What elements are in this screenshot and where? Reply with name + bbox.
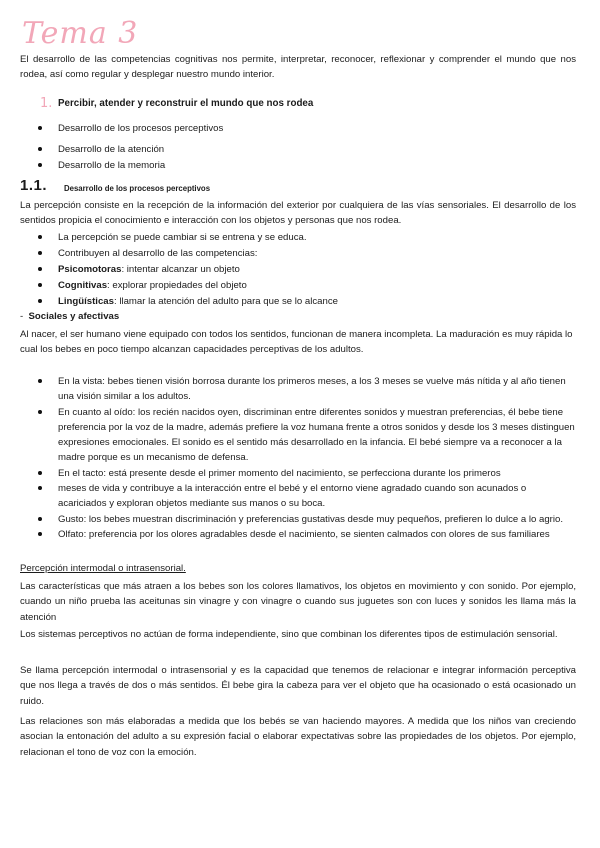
- bullet-icon: [38, 163, 42, 167]
- section-heading: Percibir, atender y reconstruir el mundo que nos rodea: [58, 98, 314, 109]
- list-item: En la vista: bebes tienen visión borrosa durante los primeros meses, a los 3 meses se vuelve más nítida y al año tienen una visión similar a los adultos.: [38, 374, 576, 405]
- dash-icon: -: [20, 311, 29, 322]
- intermodal-paragraph-1: Las características que más atraen a los bebes son los colores llamativos, los objetos en movimiento y con sonido. Por ejemplo, cuando un niño prueba las aceitunas sin vinagre y con vinagre o cuando sus juguetes son con luces y sonidos les llama más la atención: [20, 581, 576, 623]
- list-item: Olfato: preferencia por los olores agradables desde el nacimiento, se sienten calmados con olores de sus familiares: [38, 527, 576, 542]
- bullet-icon: [38, 486, 42, 490]
- maturation-paragraph: Al nacer, el ser humano viene equipado con todos los sentidos, funcionan de manera incompleta. La maduración es muy rápida lo cual los bebes en poco tiempo alcanzan capacidades perceptivas de los adultos.: [20, 329, 573, 356]
- bullet-icon: [38, 471, 42, 475]
- bullet-icon: [38, 147, 42, 151]
- bullet-icon: [38, 410, 42, 414]
- subsection-number: 1.1.: [20, 177, 48, 194]
- list-item: En cuanto al oído: los recién nacidos oyen, discriminan entre diferentes sonidos y muestran preferencias, él bebe tiene preferencia por la voz de la madre, además prefiere la voz humana frente a otros sonidos y desde los 3 meses distinguen expresiones emocionales. El sonido es el sentido más desarrollado en la infancia. El bebé siempre va a reconocer a la madre porque es un mecanismo de defensa.: [38, 405, 576, 466]
- page-title: Tema 3: [22, 16, 139, 51]
- senses-list: [38, 374, 576, 542]
- intermodal-paragraph-4: Las relaciones son más elaboradas a medida que los bebés se van haciendo mayores. A medida que los niños van creciendo asocian la entonación del adulto a su expresión facial o elaborar expectativas sobre las propiedades de los objetos. Por ejemplo, relacionan el tono de voz con la emoción.: [20, 716, 576, 758]
- intermodal-paragraph-3: Se llama percepción intermodal o intrasensorial y es la capacidad que tenemos de relacionar e integrar información perceptiva que nos llega a través de dos o más sentidos. Él bebe gira la cabeza para ver el objeto que ha ocasionado o está ocasionado un ruido.: [20, 665, 576, 707]
- list-item: En el tacto: está presente desde el primer momento del nacimiento, se perfecciona durante los primeros: [38, 466, 576, 481]
- bullet-icon: [38, 299, 42, 303]
- perception-paragraph: La percepción consiste en la recepción de la información del exterior por cualquiera de las vías sensoriales. El desarrollo de los sentidos propicia el conocimiento e interacción con los objetos y personas que nos rodea.: [20, 200, 576, 227]
- dash-list-item: - Sociales y afectivas: [20, 311, 120, 322]
- intermodal-paragraph-2: Los sistemas perceptivos no actúan de forma independiente, sino que combinan los diferentes tipos de estimulación sensorial.: [20, 629, 558, 640]
- bullet-icon: [38, 283, 42, 287]
- list-item: meses de vida y contribuye a la interacción entre el bebé y el entorno viene agradado cuando son acunados o acariciados y exploran objetos mediante sus manos o su boca.: [38, 481, 576, 512]
- subsection-heading: Desarrollo de los procesos perceptivos: [64, 184, 211, 193]
- section-number: 1.: [40, 96, 53, 111]
- intermodal-heading: Percepción intermodal o intrasensorial.: [20, 563, 186, 574]
- bullet-icon: [38, 126, 42, 130]
- bullet-icon: [38, 235, 42, 239]
- intro-paragraph: El desarrollo de las competencias cognitivas nos permite, interpretar, reconocer, reflexionar y comprender el mundo que nos rodea, así como regular y desplegar nuestro mundo interior.: [20, 54, 576, 81]
- bullet-icon: [38, 267, 42, 271]
- document-page: Tema 3 El desarrollo de las competencias cognitivas nos permite, interpretar, reconocer, reflexionar y comprender el mundo que nos rodea, así como regular y desplegar nuestro mundo interior. 1. Percibir, atender y reconstruir el mundo que nos rodea Desarrollo de los procesos perceptivos Desarrollo de la atención Desarrollo de la memoria 1.1. Desarrollo de los procesos perceptivos La percepción consiste en la recepción de la información del exterior por cualquiera de las vías sensoriales. El desarrollo de los sentidos propicia el conocimiento e interacción con los objetos y personas que nos rodea. La percepción se puede cambiar si se entrena y se educa. Contribuyen al desarrollo de las competencias: Psicomotoras: intentar alcanzar un objeto Cognitivas: explorar propiedades del objeto Lingüísticas: llamar la atención del adulto para que se lo alcance - Sociales y afectivas Al nacer, el ser humano viene equipado con todos los sentidos, funcionan de manera incompleta. La maduración es muy rápida lo cual los bebes en poco tiempo alcanzan capacidades perceptivas de los adultos. En la vista: bebes tienen visión borrosa durante los primeros meses, a los 3 meses se vuelve más nítida y al año tienen una visión similar a los adultos. En cuanto al oído: los recién nacidos oyen, discriminan entre diferentes sonidos y muestran preferencias, él bebe tiene preferencia por la voz de la madre, además prefiere la voz humana frente a otros sonidos y desde los 3 meses distinguen expresiones emocionales. El sonido es el sentido más desarrollado en la infancia. El bebé siempre va a reconocer a la madre porque es un mecanismo de defensa. En el tacto: está presente desde el primer momento del nacimiento, se perfecciona durante los primeros meses de vida y contribuye a la interacción entre el bebé y el entorno viene agradado cuando son acunados o acariciados y exploran objetos mediante sus manos o su boca. Gusto: los bebes muestran discriminación y preferencias gustativas desde muy pequeños, prefieren lo dulce a lo agrio. Olfato: preferencia por los olores agradables desde el nacimiento, se sienten calmados con olores de sus familiares Percepción intermodal o intrasensorial. Las características que más atraen a los bebes son los colores llamativos, los objetos en movimiento y con sonido. Por ejemplo, cuando un niño prueba las aceitunas sin vinagre y con vinagre o cuando sus juguetes son con luces y sonidos les llama más la atención Los sistemas perceptivos no actúan de forma independiente, sino que combinan los diferentes tipos de estimulación sensorial. Se llama percepción intermodal o intrasensorial y es la capacidad que tenemos de relacionar e integrar información perceptiva que nos llega a través de dos o más sentidos. Él bebe gira la cabeza para ver el objeto que ha ocasionado o está ocasionado un ruido. Las relaciones son más elaboradas a medida que los bebés se van haciendo mayores. A medida que los niños van creciendo asocian la entonación del adulto a su expresión facial o elaborar expectativas sobre las propiedades de los objetos. Por ejemplo, relacionan el tono de voz con la emoción.: [0, 0, 600, 848]
- bullet-icon: [38, 251, 42, 255]
- bullet-icon: [38, 517, 42, 521]
- bullet-icon: [38, 532, 42, 536]
- bullet-icon: [38, 379, 42, 383]
- list-item: Gusto: los bebes muestran discriminación y preferencias gustativas desde muy pequeños, prefieren lo dulce a lo agrio.: [38, 512, 576, 527]
